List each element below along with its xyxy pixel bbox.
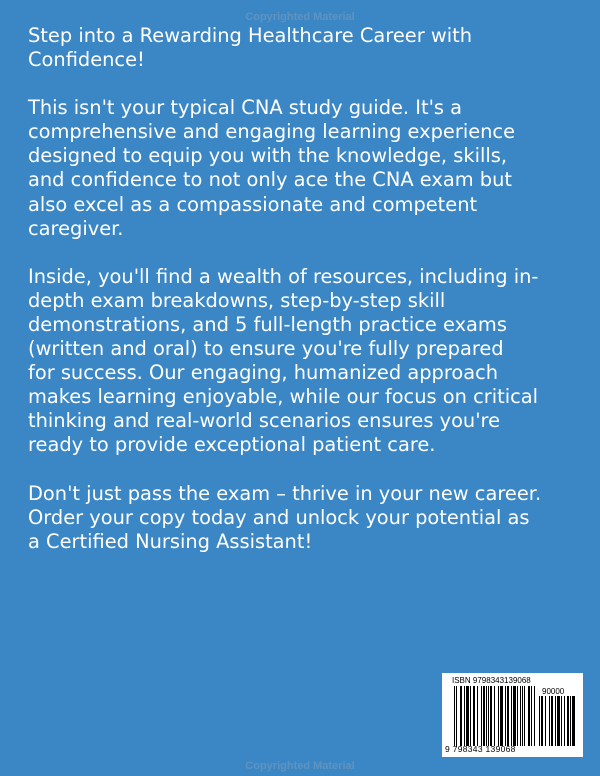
text-line: comprehensive and engaging learning experience [28, 120, 516, 144]
barcode-bar [466, 686, 469, 746]
headline [28, 24, 588, 72]
text-line: depth exam breakdowns, step-by-step skill [28, 288, 446, 312]
barcode-bar [551, 696, 553, 746]
barcode-bar [567, 696, 569, 746]
isbn-label: ISBN 9798343139068 [452, 676, 531, 685]
barcode-bar [507, 686, 509, 746]
barcode-bar [539, 696, 540, 746]
barcode-bar [490, 686, 492, 746]
watermark-bottom: Copyrighted Material [245, 760, 355, 772]
contents-paragraph [28, 265, 588, 458]
barcode-bar [454, 686, 455, 746]
barcode-bar [460, 686, 462, 746]
barcode-bar [557, 696, 560, 746]
text-line: Order your copy today and unlock your potential as [28, 505, 530, 529]
text-line: Don't just pass the exam – thrive in your new career. [28, 481, 542, 505]
barcode-bar [570, 696, 571, 746]
barcode-bar [494, 686, 495, 746]
barcode-bar [564, 696, 565, 746]
text-line: (written and oral) to ensure you're fully prepared [28, 337, 504, 361]
barcode-bar [505, 686, 506, 746]
barcode-bar [520, 686, 521, 746]
text-line: ready to provide exceptional patient care. [28, 433, 436, 457]
barcode-bar [470, 686, 471, 746]
barcode-bar [481, 686, 482, 746]
price-code: 90000 [542, 687, 565, 696]
barcode-bar [498, 686, 499, 746]
barcode-bar [464, 686, 465, 746]
barcode-bar [561, 696, 562, 746]
text-line: also excel as a compassionate and competent [28, 192, 478, 216]
addon-bars [539, 696, 579, 746]
text-line: for success. Our engaging, humanized approach [28, 361, 499, 385]
text-line: and confidence to not only ace the CNA exam but [28, 168, 512, 192]
barcode-bar [486, 686, 487, 746]
barcode-bar [555, 696, 556, 746]
barcode-bar [513, 686, 516, 746]
barcode-bar [531, 686, 532, 746]
watermark-top: Copyrighted Material [245, 11, 355, 23]
back-cover-text [28, 24, 588, 578]
isbn-barcode [442, 673, 583, 757]
barcode-bar [528, 686, 530, 746]
barcode-bar [524, 686, 525, 746]
intro-paragraph [28, 96, 588, 241]
text-line: This isn't your typical CNA study guide. It's a [28, 96, 463, 120]
barcode-bar [545, 696, 546, 746]
barcode-bar [488, 686, 489, 746]
text-line: demonstrations, and 5 full-length practice exams [28, 312, 507, 336]
barcode-bar [572, 696, 575, 746]
text-line: caregiver. [28, 216, 124, 240]
barcode-bar [473, 686, 475, 746]
barcode-digits: 9 798343 139068 [445, 744, 516, 754]
barcode-bar [500, 686, 503, 746]
barcode-bar [522, 686, 523, 746]
barcode-bar [541, 696, 543, 746]
barcode-bar [534, 686, 535, 746]
text-line: thinking and real-world scenarios ensures you're [28, 409, 501, 433]
ean-bars [454, 686, 549, 746]
barcode-bar [511, 686, 512, 746]
text-line: Step into a Rewarding Healthcare Career with [28, 24, 472, 47]
text-line: Confidence! [28, 48, 145, 72]
text-line: makes learning enjoyable, while our focus on critical [28, 385, 539, 409]
text-line: designed to equip you with the knowledge, skills, [28, 144, 508, 168]
barcode-bar [456, 686, 457, 746]
barcode-bar [483, 686, 485, 746]
call-to-action-paragraph [28, 482, 588, 554]
text-line: a Certified Nursing Assistant! [28, 529, 313, 553]
barcode-bar [477, 686, 478, 746]
barcode-bar [549, 696, 550, 746]
text-line: Inside, you'll find a wealth of resources, including in- [28, 264, 539, 288]
barcode-bar [517, 686, 518, 746]
